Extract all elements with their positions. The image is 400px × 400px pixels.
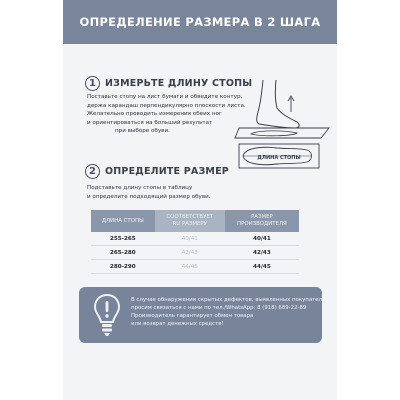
- step1-number: 1: [85, 76, 100, 91]
- step2-line: и определите подходящий размер обуви.: [87, 193, 211, 200]
- column-header-foot-length: [91, 210, 155, 232]
- table-cell: 42/43: [155, 246, 225, 260]
- notice-line: В случае обнаружения скрытых дефектов, выявленных покупателем,: [131, 297, 332, 303]
- header-line: ДЛИНА СТОПЫ: [101, 217, 144, 224]
- step2-line: Подставьте длину стопы в таблицу: [87, 185, 193, 191]
- table-cell: 44/45: [225, 260, 299, 274]
- size-table: [91, 210, 299, 274]
- notice-text: [131, 296, 332, 328]
- table-cell: 44/45: [155, 260, 225, 274]
- notice-line: Производитель гарантирует обмен товара: [131, 313, 254, 319]
- table-row: [91, 246, 299, 260]
- step2-title: ОПРЕДЕЛИТЕ РАЗМЕР: [105, 166, 229, 177]
- step1-line: при выборе обуви.: [115, 128, 170, 135]
- step1-instructions: [87, 93, 246, 136]
- step2-heading: [85, 164, 229, 179]
- column-header-ru-size: [155, 210, 225, 232]
- notice-box: [79, 287, 332, 343]
- step1-heading: [85, 76, 252, 91]
- step1-line: держа карандаш перпендикулярно плоскости листа.: [87, 102, 246, 109]
- table-cell: 42/43: [225, 246, 299, 260]
- notice-line: или возврат денежных средств!: [131, 321, 224, 327]
- table-row: [91, 260, 299, 274]
- step2-instructions: [87, 184, 211, 201]
- notice-line: просим связаться с нами по тел./WhatsApp: 8 (918) 689-22-89: [131, 305, 307, 311]
- step1-line: и ориентироваться на больший результат: [87, 119, 213, 126]
- header-line: РАЗМЕР: [251, 214, 273, 220]
- size-guide-sheet: [63, 0, 337, 400]
- step2-number: 2: [85, 164, 100, 179]
- step1-line: Поставьте стопу на лист бумаги и обведите контур,: [87, 94, 243, 100]
- table-cell: 40/41: [225, 232, 299, 246]
- step1-line: Желательно проводить измерения обеих ног: [87, 111, 222, 118]
- foot-measurement-illustration: [233, 78, 333, 176]
- table-cell: 40/41: [155, 232, 225, 246]
- foot-length-label: ДЛИНА СТОПЫ: [257, 155, 301, 161]
- step1-title: ИЗМЕРЬТЕ ДЛИНУ СТОПЫ: [105, 78, 253, 89]
- table-header-row: [91, 210, 299, 232]
- page-title: ОПРЕДЕЛЕНИЕ РАЗМЕРА В 2 ШАГА: [63, 0, 337, 44]
- header-line: СООТВЕТСТВУЕТ: [166, 214, 214, 220]
- header-line: RU РАЗМЕРУ: [172, 221, 207, 227]
- lightbulb-icon: [93, 292, 121, 338]
- table-cell: 280-290: [91, 260, 155, 274]
- table-row: [91, 232, 299, 246]
- table-cell: 255-265: [91, 232, 155, 246]
- table-cell: 265-280: [91, 246, 155, 260]
- column-header-manufacturer-size: [225, 210, 299, 232]
- header-line: ПРОИЗВОДИТЕЛЯ: [237, 221, 287, 227]
